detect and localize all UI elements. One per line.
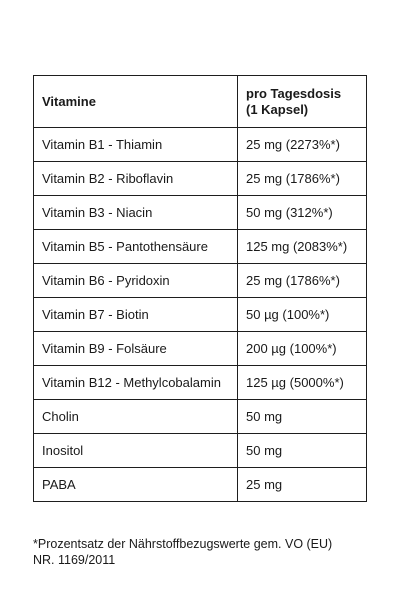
header-daily-dose [238, 76, 367, 128]
table-row [34, 298, 367, 332]
header-daily-dose-line2: (1 Kapsel) [246, 101, 309, 117]
vitamin-amount: 25 mg (1786%*) [238, 162, 367, 196]
table-row [34, 400, 367, 434]
vitamin-table [33, 75, 367, 502]
table-row [34, 162, 367, 196]
vitamin-name: Vitamin B5 - Pantothensäure [34, 230, 238, 264]
vitamin-name: PABA [34, 468, 238, 502]
vitamin-amount: 25 mg (1786%*) [238, 264, 367, 298]
table-row [34, 128, 367, 162]
vitamin-name: Vitamin B1 - Thiamin [34, 128, 238, 162]
vitamin-amount: 50 µg (100%*) [238, 298, 367, 332]
vitamin-amount: 125 mg (2083%*) [238, 230, 367, 264]
table-row [34, 264, 367, 298]
table-row [34, 468, 367, 502]
vitamin-amount: 50 mg [238, 400, 367, 434]
vitamin-amount: 25 mg [238, 468, 367, 502]
vitamin-amount: 25 mg (2273%*) [238, 128, 367, 162]
table-row [34, 230, 367, 264]
header-vitamine: Vitamine [34, 76, 238, 128]
vitamin-name: Vitamin B6 - Pyridoxin [34, 264, 238, 298]
vitamin-name: Vitamin B2 - Riboflavin [34, 162, 238, 196]
table-row [34, 366, 367, 400]
footnote-line1: *Prozentsatz der Nährstoffbezugswerte gem. VO (EU) [33, 537, 333, 551]
vitamin-amount: 50 mg [238, 434, 367, 468]
table-row [34, 434, 367, 468]
footnote [33, 537, 373, 568]
vitamin-name: Vitamin B3 - Niacin [34, 196, 238, 230]
vitamin-amount: 50 mg (312%*) [238, 196, 367, 230]
vitamin-name: Inositol [34, 434, 238, 468]
vitamin-amount: 125 µg (5000%*) [238, 366, 367, 400]
vitamin-name: Vitamin B9 - Folsäure [34, 332, 238, 366]
vitamin-amount: 200 µg (100%*) [238, 332, 367, 366]
vitamin-name: Cholin [34, 400, 238, 434]
header-daily-dose-line1: pro Tagesdosis [246, 85, 342, 101]
table-row [34, 332, 367, 366]
footnote-line2: NR. 1169/2011 [33, 552, 116, 567]
vitamin-name: Vitamin B7 - Biotin [34, 298, 238, 332]
table-row [34, 196, 367, 230]
vitamin-name: Vitamin B12 - Methylcobalamin [34, 366, 238, 400]
table-header-row [34, 76, 367, 128]
